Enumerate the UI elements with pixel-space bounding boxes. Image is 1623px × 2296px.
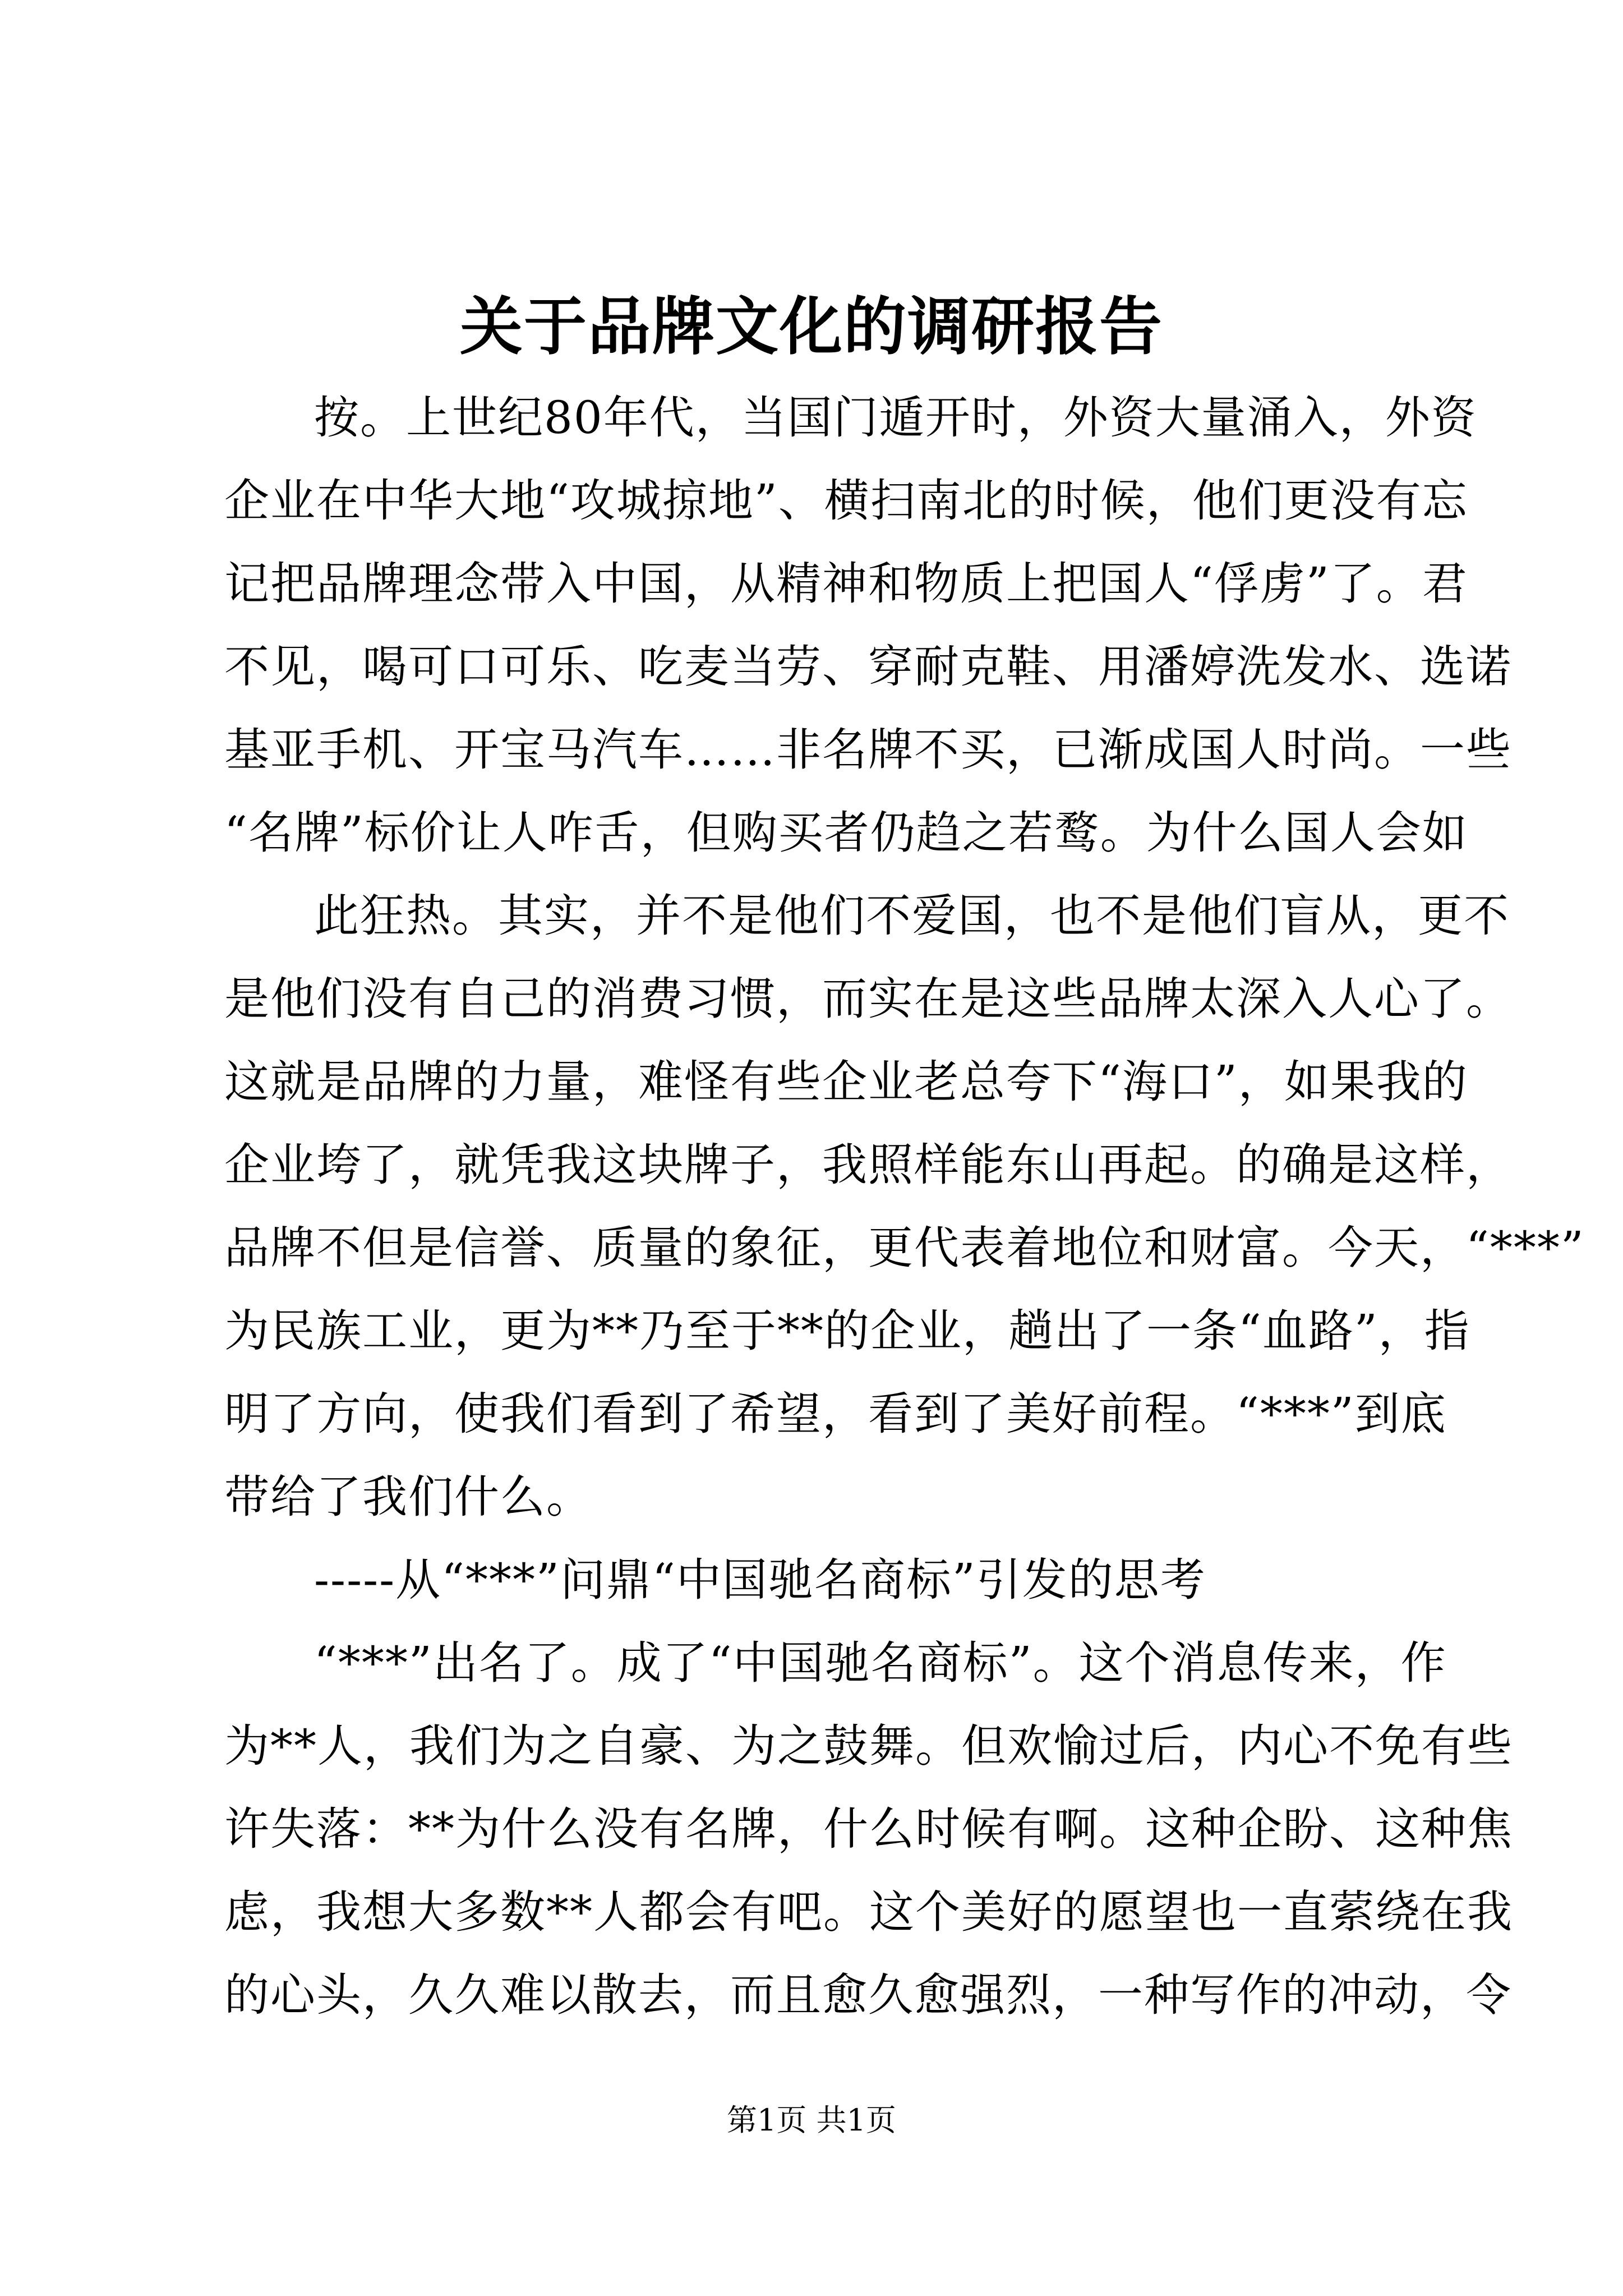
paragraph-line: “名牌”标价让人咋舌，但购买者仍趋之若鹜。为什么国人会如 xyxy=(224,807,1468,859)
paragraph-line: 企业垮了，就凭我这块牌子，我照样能东山再起。的确是这样， xyxy=(224,1139,1512,1191)
subtitle-line: -----从“***”问鼎“中国驰名商标”引发的思考 xyxy=(314,1554,1206,1606)
document-title: 关于品牌文化的调研报告 xyxy=(460,290,1163,364)
paragraph-line: 带给了我们什么。 xyxy=(224,1471,592,1523)
paragraph-line: 是他们没有自己的消费习惯，而实在是这些品牌太深入人心了。 xyxy=(224,973,1512,1025)
paragraph-line: “***”出名了。成了“中国驰名商标”。这个消息传来，作 xyxy=(314,1637,1447,1689)
paragraph-line: 品牌不但是信誉、质量的象征，更代表着地位和财富。今天，“***” xyxy=(224,1222,1585,1274)
paragraph-line: 记把品牌理念带入中国，从精神和物质上把国人“俘虏”了。君 xyxy=(224,558,1468,610)
paragraph-line: 企业在中华大地“攻城掠地”、横扫南北的时候，他们更没有忘 xyxy=(224,475,1468,527)
paragraph-line: 不见，喝可口可乐、吃麦当劳、穿耐克鞋、用潘婷洗发水、选诺 xyxy=(224,641,1512,693)
paragraph-line: 明了方向，使我们看到了希望，看到了美好前程。“***”到底 xyxy=(224,1388,1447,1440)
paragraph-line: 为民族工业，更为**乃至于**的企业，趟出了一条“血路”，指 xyxy=(224,1305,1470,1357)
paragraph-line: 的心头，久久难以散去，而且愈久愈强烈，一种写作的冲动，令 xyxy=(224,1969,1512,2021)
paragraph-line: 许失落：**为什么没有名牌，什么时候有啊。这种企盼、这种焦 xyxy=(224,1803,1513,1855)
paragraph-line: 为**人，我们为之自豪、为之鼓舞。但欢愉过后，内心不免有些 xyxy=(224,1720,1513,1772)
paragraph-line: 基亚手机、开宝马汽车……非名牌不买，已渐成国人时尚。一些 xyxy=(224,724,1512,776)
paragraph-line: 按。上世纪80年代，当国门遁开时，外资大量涌入，外资 xyxy=(314,392,1477,444)
page-footer: 第1页 共1页 xyxy=(727,2102,896,2138)
paragraph-line: 此狂热。其实，并不是他们不爱国，也不是他们盲从，更不 xyxy=(314,890,1510,942)
paragraph-line: 这就是品牌的力量，难怪有些企业老总夸下“海口”，如果我的 xyxy=(224,1056,1468,1108)
paragraph-line: 虑，我想大多数**人都会有吧。这个美好的愿望也一直萦绕在我 xyxy=(224,1886,1513,1938)
